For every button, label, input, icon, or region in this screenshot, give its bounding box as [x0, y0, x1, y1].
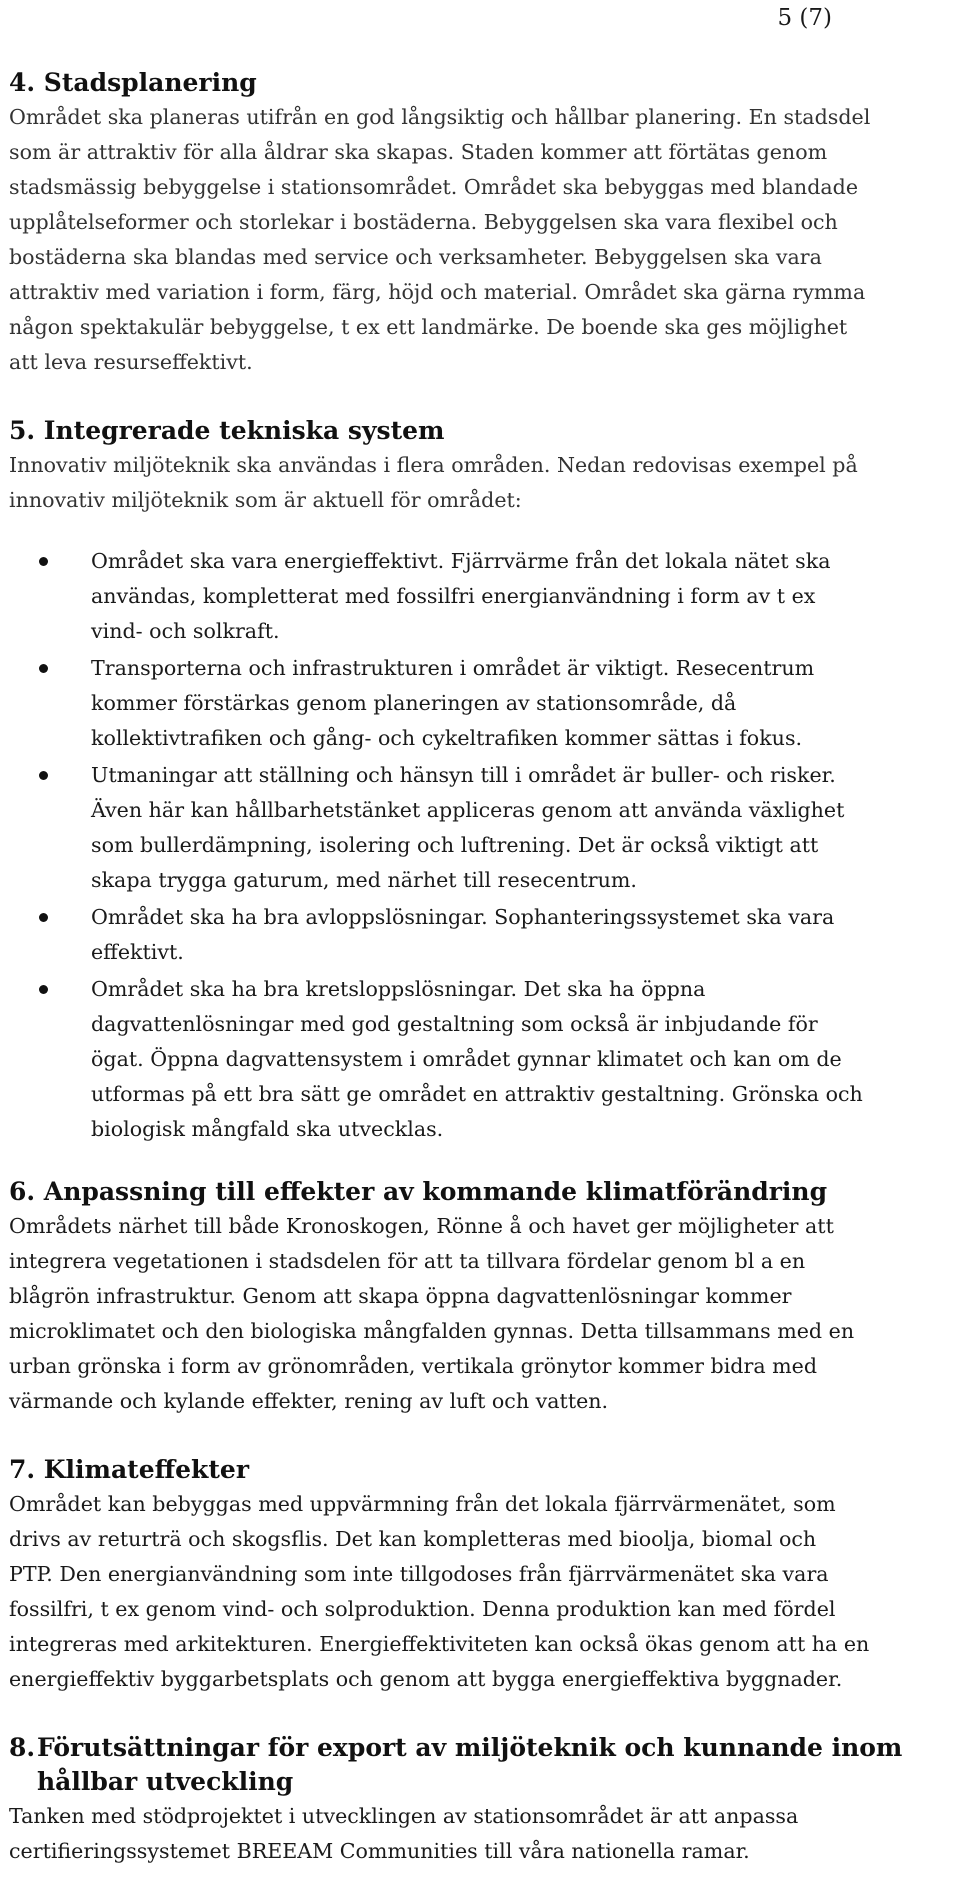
- text-line: integrera vegetationen i stadsdelen för att ta tillvara fördelar genom bl a en: [9, 1249, 806, 1273]
- bullet-icon: [39, 557, 48, 566]
- list-item: [9, 972, 937, 1147]
- spacer: [9, 380, 937, 414]
- text-line: Områdets närhet till både Kronoskogen, Rönne å och havet ger möjligheter att: [9, 1214, 834, 1238]
- text-line: attraktiv med variation i form, färg, höjd och material. Området ska gärna rymma: [9, 280, 866, 304]
- section-body: [9, 1209, 937, 1419]
- text-line: PTP. Den energianvändning som inte tillgodoses från fjärrvärmenätet ska vara: [9, 1562, 829, 1586]
- text-line: energieffektiv byggarbetsplats och genom att bygga energieffektiva byggnader.: [9, 1667, 843, 1691]
- bullet-icon: [39, 985, 48, 994]
- section-export-miljoteknik: [9, 1731, 937, 1869]
- bullet-icon: [39, 913, 48, 922]
- text-line: blågrön infrastruktur. Genom att skapa öppna dagvattenlösningar kommer: [9, 1284, 792, 1308]
- text-line: utformas på ett bra sätt ge området en attraktiv gestaltning. Grönska och: [91, 1082, 863, 1106]
- text-line: microklimatet och den biologiska mångfalden gynnas. Detta tillsammans med en: [9, 1319, 855, 1343]
- text-line: Området ska ha bra avloppslösningar. Sophanteringssystemet ska vara: [91, 905, 835, 929]
- text-line: effektivt.: [91, 940, 184, 964]
- text-line: som bullerdämpning, isolering och luftrening. Det är också viktigt att: [91, 833, 819, 857]
- list-item: [9, 651, 937, 756]
- bullet-icon: [39, 771, 48, 780]
- text-line: användas, kompletterat med fossilfri energianvändning i form av t ex: [91, 584, 816, 608]
- text-line: dagvattenlösningar med god gestaltning som också är inbjudande för: [91, 1012, 818, 1036]
- section-body: [9, 1487, 937, 1697]
- text-line: integreras med arkitekturen. Energieffektiviteten kan också ökas genom att ha en: [9, 1632, 870, 1656]
- heading-line: hållbar utveckling: [37, 1767, 294, 1796]
- bullet-list: [9, 544, 937, 1147]
- spacer: [9, 1149, 937, 1175]
- text-line: Utmaningar att ställning och hänsyn till i området är buller- och risker.: [91, 763, 836, 787]
- text-line: någon spektakulär bebyggelse, t ex ett landmärke. De boende ska ges möjlighet: [9, 315, 848, 339]
- list-item: [9, 758, 937, 898]
- list-item: [9, 544, 937, 649]
- text-line: kommer förstärkas genom planeringen av stationsområde, då: [91, 691, 737, 715]
- text-line: stadsmässig bebyggelse i stationsområdet. Området ska bebyggas med blandade: [9, 175, 859, 199]
- text-line: Även här kan hållbarhetstänket appliceras genom att använda växlighet: [91, 798, 845, 822]
- section-heading: 5. Integrerade tekniska system: [9, 416, 445, 445]
- section-number: 8.: [9, 1733, 36, 1762]
- list-item: [9, 900, 937, 970]
- text-line: upplåtelseformer och storlekar i bostäderna. Bebyggelsen ska vara flexibel och: [9, 210, 838, 234]
- text-line: certifieringssystemet BREEAM Communities till våra nationella ramar.: [9, 1839, 750, 1863]
- text-line: vind- och solkraft.: [91, 619, 280, 643]
- text-line: Området kan bebyggas med uppvärmning från det lokala fjärrvärmenätet, som: [9, 1492, 836, 1516]
- text-line: Området ska vara energieffektivt. Fjärrvärme från det lokala nätet ska: [91, 549, 831, 573]
- section-stadsplanering: [9, 66, 937, 380]
- document-content: [9, 66, 937, 1869]
- text-line: värmande och kylande effekter, rening av luft och vatten.: [9, 1389, 609, 1413]
- spacer: [9, 1419, 937, 1453]
- text-line: skapa trygga gaturum, med närhet till resecentrum.: [91, 868, 637, 892]
- section-heading: 4. Stadsplanering: [9, 68, 257, 97]
- text-line: kollektivtrafiken och gång- och cykeltrafiken kommer sättas i fokus.: [91, 726, 803, 750]
- section-body: [9, 1799, 937, 1869]
- section-heading: 7. Klimateffekter: [9, 1455, 250, 1484]
- bullet-icon: [39, 664, 48, 673]
- text-line: biologisk mångfald ska utvecklas.: [91, 1117, 444, 1141]
- text-line: bostäderna ska blandas med service och verksamheter. Bebyggelsen ska vara: [9, 245, 822, 269]
- heading-line: Förutsättningar för export av miljöteknik och kunnande inom: [37, 1733, 903, 1762]
- section-klimateffekter: [9, 1453, 937, 1697]
- text-line: Innovativ miljöteknik ska användas i flera områden. Nedan redovisas exempel på: [9, 453, 858, 477]
- text-line: fossilfri, t ex genom vind- och solproduktion. Denna produktion kan med fördel: [9, 1597, 836, 1621]
- text-line: ögat. Öppna dagvattensystem i området gynnar klimatet och kan om de: [91, 1047, 842, 1071]
- section-integrerade-tekniska-system: [9, 414, 937, 1147]
- text-line: urban grönska i form av grönområden, vertikala grönytor kommer bidra med: [9, 1354, 818, 1378]
- page-number: 5 (7): [777, 5, 832, 31]
- spacer: [9, 518, 937, 544]
- spacer: [9, 1697, 937, 1731]
- section-body: [9, 100, 937, 380]
- section-heading: 6. Anpassning till effekter av kommande klimatförändring: [9, 1177, 828, 1206]
- text-line: Tanken med stödprojektet i utvecklingen av stationsområdet är att anpassa: [9, 1804, 799, 1828]
- text-line: som är attraktiv för alla åldrar ska skapas. Staden kommer att förtätas genom: [9, 140, 828, 164]
- text-line: att leva resurseffektivt.: [9, 350, 253, 374]
- section-klimatanpassning: [9, 1175, 937, 1419]
- text-line: Området ska ha bra kretsloppslösningar. Det ska ha öppna: [91, 977, 706, 1001]
- section-body: [9, 448, 937, 518]
- section-heading: [9, 1731, 937, 1799]
- text-line: drivs av returträ och skogsflis. Det kan kompletteras med bioolja, biomal och: [9, 1527, 817, 1551]
- text-line: innovativ miljöteknik som är aktuell för området:: [9, 488, 522, 512]
- text-line: Transporterna och infrastrukturen i området är viktigt. Resecentrum: [91, 656, 815, 680]
- text-line: Området ska planeras utifrån en god långsiktig och hållbar planering. En stadsdel: [9, 105, 871, 129]
